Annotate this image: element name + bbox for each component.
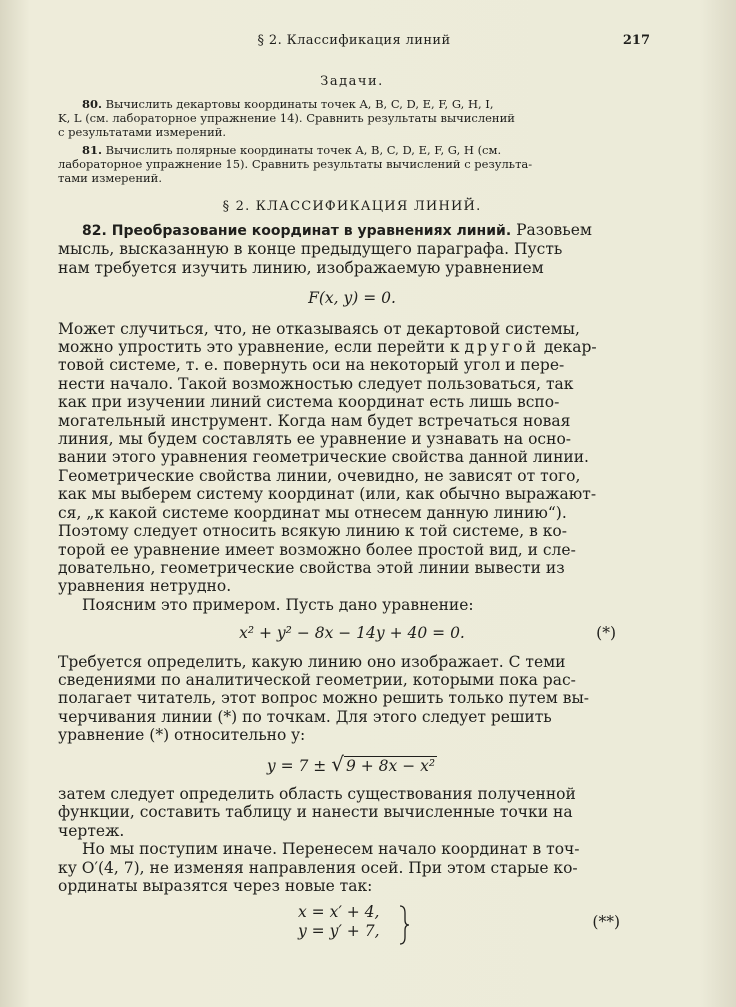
para2-line6: могательный инструмент. Когда нам будет встречаться новая (58, 411, 571, 430)
para-82-title: Преобразование координат в уравнениях линий. (111, 223, 512, 239)
formula-4-line1: x = x′ + 4, (298, 903, 380, 922)
section-heading-block (58, 199, 646, 214)
para2-line2c: декар- (538, 338, 597, 357)
formula-4-tag: (**) (592, 913, 620, 932)
formula-4-system (298, 903, 380, 940)
para6-line1: Но мы поступим иначе. Перенесем начало координат в точ- (82, 840, 580, 859)
para-82-line1: Разовьем (511, 221, 592, 239)
para2-line2 (58, 338, 646, 356)
para-82-line3: нам требуется изучить линию, изображаемую уравнением (58, 258, 544, 277)
para5-line1: затем следует определить область существования полученной (58, 784, 576, 803)
para2-line7: линия, мы будем составлять ее уравнение и узнавать на осно- (58, 430, 572, 449)
formula-4 (58, 903, 646, 947)
problems-heading: Задачи. (320, 74, 384, 89)
problem-81-line1: Вычислить полярные координаты точек A, B, C, D, E, F, G, H (см. (105, 143, 502, 157)
problem-80-line1: Вычислить декартовы координаты точек A, B, C, D, E, F, G, H, I, (105, 97, 494, 111)
para6-line2: ку O′(4, 7), не изменяя направления осей. При этом старые ко- (58, 858, 578, 877)
para2-line10: как мы выберем систему координат (или, как обычно выражают- (58, 485, 597, 504)
problem-80 (58, 97, 646, 139)
formula-3-radicand: 9 + 8x − x² (345, 756, 436, 775)
para2-line11: ся, „к какой системе координат мы отнесем данную линию“). (58, 503, 567, 522)
para4-line1: Требуется определить, какую линию оно изображает. С теми (58, 652, 566, 671)
para4-line2: сведениями по аналитической геометрии, которыми пока рас- (58, 670, 576, 689)
para2-line8: вании этого уравнения геометрические свойства данной линии. (58, 448, 589, 467)
problem-80-number: 80. (82, 97, 103, 111)
formula-2 (58, 624, 646, 642)
right-brace-icon (398, 905, 410, 945)
formula-1: F(x, y) = 0. (308, 289, 396, 308)
main-text (58, 221, 646, 947)
problems-block (58, 74, 646, 185)
problem-81-number: 81. (82, 143, 103, 157)
para2-line12: Поэтому следует относить всякую линию к той системе, в ко- (58, 522, 567, 541)
para-82-line2: мысль, высказанную в конце предыдущего параграфа. Пусть (58, 240, 563, 259)
formula-4-line2: y = y′ + 7, (298, 921, 380, 940)
formula-3-left: y = 7 ± (266, 756, 332, 775)
section-title: § 2. КЛАССИФИКАЦИЯ ЛИНИЙ. (222, 199, 482, 214)
para4-line5: уравнение (*) относительно y: (58, 726, 306, 745)
formula-2-tag: (*) (596, 624, 616, 643)
para2-emphasis: другой (464, 338, 539, 357)
para2-line9: Геометрические свойства линии, очевидно, не зависят от того, (58, 466, 581, 485)
problem-81-line2: лабораторное упражнение 15). Сравнить результаты вычислений с результа- (58, 157, 533, 171)
problem-81-line3: тами измерений. (58, 171, 162, 185)
para3-line1: Поясним это примером. Пусть дано уравнение: (82, 595, 474, 614)
header-title: § 2. Классификация линий (257, 33, 451, 48)
para-82-number: 82. (82, 223, 107, 239)
para5-line3: чертеж. (58, 821, 125, 840)
problem-81 (58, 143, 646, 185)
para6-line3: ординаты выразятся через новые так: (58, 877, 373, 895)
para2-line5: как при изучении линий система координат есть лишь вспо- (58, 393, 560, 412)
page-number: 217 (622, 33, 650, 48)
para2-line1: Может случиться, что, не отказываясь от декартовой системы, (58, 319, 580, 338)
para2-line13: торой ее уравнение имеет возможно более простой вид, и сле- (58, 540, 576, 559)
para2-line14: довательно, геометрические свойства этой линии вывести из (58, 558, 565, 577)
para2-line4: нести начало. Такой возможностью следует пользоваться, так (58, 374, 574, 393)
para2-line3: товой системе, т. е. повернуть оси на некоторый угол и пере- (58, 356, 565, 375)
para4-line4: черчивания линии (*) по точкам. Для этого следует решить (58, 707, 552, 726)
sqrt-sign: √ (331, 751, 344, 776)
para5-line2: функции, составить таблицу и нанести вычисленные точки на (58, 803, 573, 822)
problem-80-line2: K, L (см. лабораторное упражнение 14). Сравнить результаты вычислений (58, 111, 515, 125)
para2-line2a: можно упростить это уравнение, если перейти к (58, 338, 465, 357)
para-82 (58, 221, 646, 240)
para2-line15: уравнения нетрудно. (58, 577, 232, 596)
para4-line3: полагает читатель, этот вопрос можно решить только путем вы- (58, 689, 590, 708)
running-header (62, 33, 650, 53)
formula-2-text: x² + y² − 8x − 14y + 40 = 0. (239, 624, 465, 643)
formula-3 (58, 751, 646, 776)
problem-80-line3: с результатами измерений. (58, 125, 227, 139)
